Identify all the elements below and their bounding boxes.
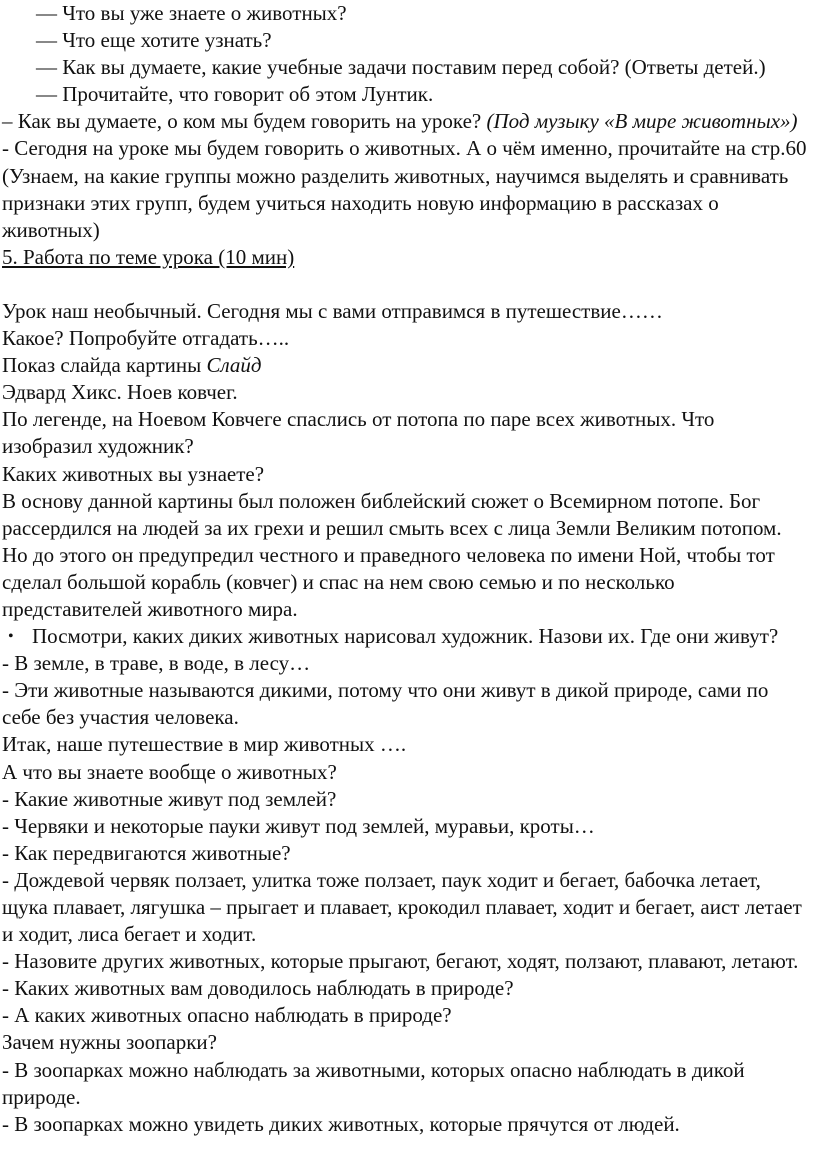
- bullet-item: [2, 623, 810, 650]
- slide-show-text: Показ слайда картины: [2, 353, 207, 378]
- text-line: А что вы знаете вообще о животных?: [2, 759, 337, 784]
- topic-intro-paragraph: - Сегодня на уроке мы будем говорить о животных. А о чём именно, прочитайте на стр.60 (Узнаем, на какие группы можно разделить животных, научимся выделять и сравнивать признаки этих групп, будем учиться находить новую информацию в рассказах о животных): [2, 136, 807, 242]
- which-animals-question: Каких животных вы узнаете?: [2, 461, 265, 486]
- bible-story-paragraph: В основу данной картины был положен библейский сюжет о Всемирном потопе. Бог рассердился на людей за их грехи и решил смыть всех с лица Земли Великим потопом. Но до этого он предупредил честного и праведного человека по имени Ной, чтобы тот сделал большой корабль (ковчег) и спас на нем свою семью и по несколько представителей животного мира.: [2, 488, 782, 621]
- slide-label: Слайд: [206, 353, 262, 378]
- text-line: - Червяки и некоторые пауки живут под землей, муравьи, кроты…: [2, 813, 595, 838]
- text-line: - Каких животных вам доводилось наблюдать в природе?: [2, 976, 514, 1001]
- bullet-text: Посмотри, каких диких животных нарисовал художник. Назови их. Где они живут?: [32, 624, 779, 649]
- text-line: - Дождевой червяк ползает, улитка тоже ползает, паук ходит и бегает, бабочка летает, щука плавает, лягушка – прыгает и плавает, крокодил плавает, ходит и бегает, аист летает и ходит, лиса бегает и ходит.: [2, 867, 802, 947]
- dialog-line: — Что еще хотите узнать?: [36, 28, 272, 53]
- dialog-line: — Что вы уже знаете о животных?: [36, 1, 347, 25]
- dialog-line: — Как вы думаете, какие учебные задачи поставим перед собой? (Ответы детей.): [36, 55, 766, 80]
- text-line: Зачем нужны зоопарки?: [2, 1030, 217, 1055]
- painting-title: Эдвард Хикс. Ноев ковчег.: [2, 380, 238, 405]
- guess-line: Какое? Попробуйте отгадать…..: [2, 326, 290, 351]
- legend-paragraph: По легенде, на Ноевом Ковчеге спаслись от потопа по паре всех животных. Что изобразил художник?: [2, 407, 715, 459]
- text-line: Итак, наше путешествие в мир животных ….: [2, 732, 407, 757]
- text-line: - Назовите других животных, которые прыгают, бегают, ходят, ползают, плавают, летают.: [2, 949, 799, 974]
- slide-show-line: [2, 352, 810, 379]
- topic-question: – Как вы думаете, о ком мы будем говорить на уроке?: [2, 109, 487, 134]
- section-heading: 5. Работа по теме урока (10 мин): [2, 244, 295, 269]
- text-line: - Эти животные называются дикими, потому что они живут в дикой природе, сами по себе без участия человека.: [2, 678, 769, 730]
- text-line: - В земле, в траве, в воде, в лесу…: [2, 651, 311, 676]
- topic-question-paragraph: [2, 108, 810, 135]
- blank-line: [2, 271, 810, 298]
- text-line: - В зоопарках можно увидеть диких животных, которые прячутся от людей.: [2, 1111, 680, 1136]
- bullet-marker: •: [8, 628, 14, 646]
- text-line: - В зоопарках можно наблюдать за животными, которых опасно наблюдать в дикой природе.: [2, 1057, 745, 1109]
- dialog-line: — Прочитайте, что говорит об этом Лунтик.: [36, 82, 434, 107]
- text-line: - Как передвигаются животные?: [2, 840, 291, 865]
- journey-intro: Урок наш необычный. Сегодня мы с вами отправимся в путешествие……: [2, 298, 663, 323]
- text-line: - Какие животные живут под землей?: [2, 786, 337, 811]
- text-line: - А каких животных опасно наблюдать в природе?: [2, 1003, 452, 1028]
- topic-question-note: (Под музыку «В мире животных»): [486, 109, 798, 134]
